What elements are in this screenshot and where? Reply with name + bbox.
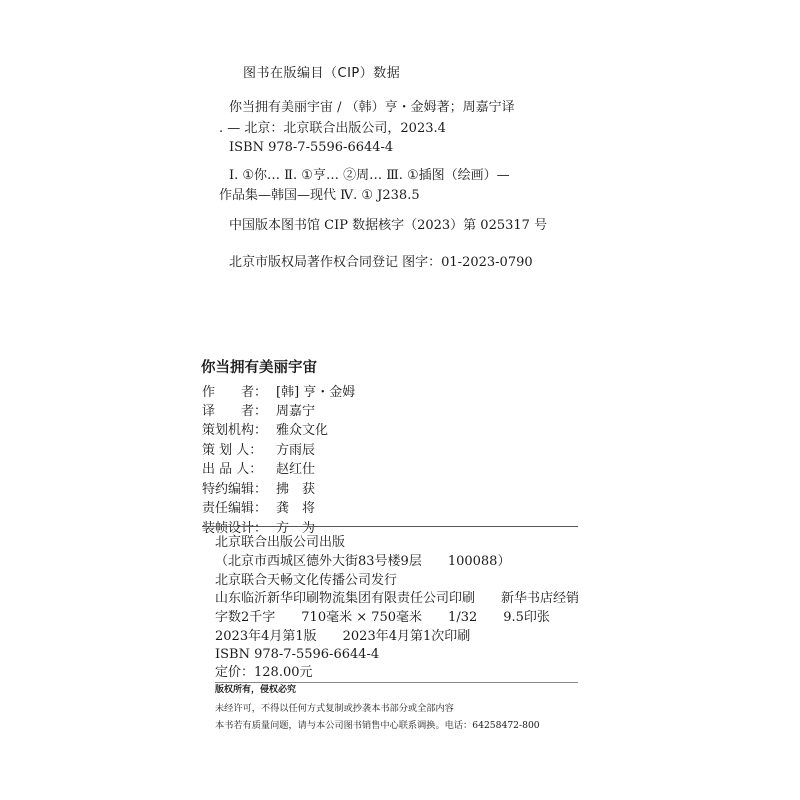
book-title: 你当拥有美丽宇宙 bbox=[201, 360, 317, 376]
publication-line: （北京市西城区德外大街83号楼9层 100088） bbox=[215, 554, 511, 569]
publication-line: 北京联合出版公司出版 bbox=[215, 535, 346, 550]
price: 定价：128.00元 bbox=[215, 665, 313, 680]
credit-value: 周嘉宁 bbox=[276, 404, 316, 419]
publication-line: 字数2千字 710毫米 × 750毫米 1/32 9.5印张 bbox=[215, 610, 550, 625]
rights-heading: 版权所有，侵权必究 bbox=[215, 685, 297, 695]
credit-value: 方 为 bbox=[276, 521, 316, 536]
credit-row bbox=[202, 522, 315, 535]
isbn: ISBN 978-7-5596-6644-4 bbox=[215, 647, 380, 662]
credit-value: 雅众文化 bbox=[276, 423, 329, 438]
divider-line bbox=[215, 682, 578, 683]
cip-line: Ⅰ. ①你… Ⅱ. ①亨… ②周… Ⅲ. ①插图（绘画）— bbox=[229, 168, 510, 183]
cip-line: 北京市版权局著作权合同登记 图字：01-2023-0790 bbox=[229, 255, 533, 270]
credit-row bbox=[202, 386, 355, 399]
cip-line: 作品集—韩国—现代 Ⅳ. ① J238.5 bbox=[219, 188, 420, 203]
credit-row bbox=[202, 483, 315, 496]
publication-line: 北京联合天畅文化传播公司发行 bbox=[215, 573, 398, 588]
cip-heading: 图书在版编目（CIP）数据 bbox=[243, 66, 401, 81]
credit-label: 策划机构： bbox=[202, 423, 268, 438]
divider-line bbox=[202, 526, 578, 527]
credit-value: [韩] 亨・金姆 bbox=[276, 385, 356, 400]
cip-line: 你当拥有美丽宇宙 / （韩）亨・金姆著；周嘉宁译 bbox=[229, 100, 515, 115]
credit-row bbox=[202, 424, 328, 437]
credit-value: 方雨辰 bbox=[276, 443, 316, 458]
cip-line: . — 北京：北京联合出版公司，2023.4 bbox=[219, 121, 446, 136]
rights-line: 本书若有质量问题，请与本公司图书销售中心联系调换。电话：64258472-800 bbox=[215, 720, 540, 731]
rights-line: 未经许可，不得以任何方式复制或抄袭本书部分或全部内容 bbox=[215, 703, 454, 714]
credit-value: 龚 将 bbox=[276, 501, 316, 516]
credit-label: 特约编辑： bbox=[202, 482, 268, 497]
credit-label: 责任编辑： bbox=[202, 501, 268, 516]
publication-line: 山东临沂新华印刷物流集团有限责任公司印刷 新华书店经销 bbox=[215, 591, 580, 606]
credit-value: 拂 获 bbox=[276, 482, 316, 497]
credit-label: 装帧设计： bbox=[202, 521, 268, 536]
credit-row bbox=[202, 502, 315, 515]
cip-line: 中国版本图书馆 CIP 数据核字（2023）第 025317 号 bbox=[229, 218, 548, 233]
credit-value: 赵红仕 bbox=[276, 462, 316, 477]
publication-line: 2023年4月第1版 2023年4月第1次印刷 bbox=[215, 629, 471, 644]
credit-label: 译 者： bbox=[202, 404, 268, 419]
credit-label: 出 品 人： bbox=[202, 462, 263, 477]
credit-row bbox=[202, 463, 315, 476]
cip-line: ISBN 978-7-5596-6644-4 bbox=[229, 140, 394, 155]
credit-label: 作 者： bbox=[202, 385, 268, 400]
credit-row bbox=[202, 444, 315, 457]
credit-label: 策 划 人： bbox=[202, 443, 263, 458]
credit-row bbox=[202, 405, 315, 418]
